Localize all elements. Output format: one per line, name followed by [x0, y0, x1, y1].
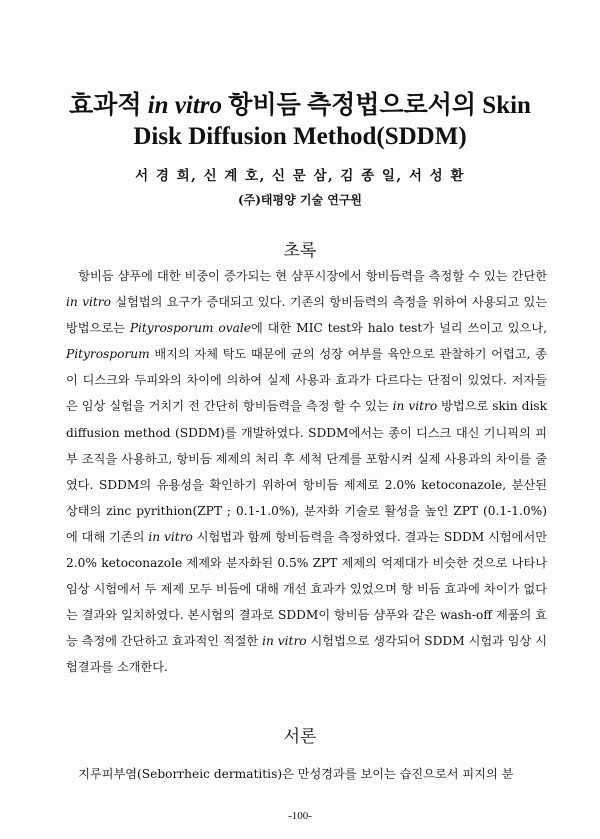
title-italic-term: in vitro — [147, 92, 223, 119]
author-list: 서 경 희, 신 계 호, 신 문 삼, 김 종 일, 서 성 환 — [135, 168, 465, 184]
abstract-italic-term: in vitro — [148, 529, 193, 544]
abstract-text: 시험법으로 생각되어 SDDM 시험과 임상 시험결과를 소개한다. — [66, 634, 548, 675]
paper-title-line-1 — [40, 90, 560, 122]
title-text-b: 항비듬 측정법으로서의 Skin — [222, 92, 531, 119]
abstract-text: 항비듬 샴푸에 대한 비중이 증가되는 현 샴푸시장에서 항비듬력을 측정할 수 있는 간단한 — [78, 269, 547, 283]
page-number: -100- — [288, 810, 312, 822]
abstract-italic-term: in vitro — [66, 295, 111, 310]
abstract-text: 방법으로 skin disk diffusion method (SDDM)를 개발하였다. SDDM에서는 종이 디스크 대신 기니픽의 피부 조직을 사용하고, 항비듬 제제의 처리 후 세척 단계를 포함시켜 실제 사용과의 차이를 줄였다. SDDM의 유용성을 확인하기 위하여 항비듬 제제로 2.0% ketoconazole, 분산된 상태의 zinc pyrithion(ZPT ; 0.1-1.0%), 분자화 기술로 활성을 높인 ZPT (0.1-1.0%)에 대해 기존의 — [66, 399, 547, 544]
introduction-heading: 서론 — [283, 727, 317, 747]
abstract-text: 에 대한 MIC test와 halo test가 널리 쓰이고 있으나, — [251, 321, 547, 336]
abstract-heading: 초록 — [283, 241, 317, 261]
abstract-body — [66, 263, 547, 681]
paper-title-line-2: Disk Diffusion Method(SDDM) — [133, 123, 467, 150]
introduction-text: 지루피부염(Seborrheic dermatitis)은 만성경과를 보이는 습진으로서 피지의 분 — [78, 767, 514, 781]
introduction-body — [66, 761, 547, 787]
title-text-a: 효과적 — [69, 92, 148, 119]
abstract-italic-term: Pityrosporum ovale — [129, 321, 252, 336]
abstract-text: 시험법과 함께 항비듬력을 측정하였다. 결과는 SDDM 시험에서만 2.0% ketoconazole 제제와 분자화된 0.5% ZPT 제제의 억제대가 비슷한 것으로 나타나 임상 시험에서 두 제제 모두 비듬에 대해 개선 효과가 있었으며 항 비듬 효과에 차이가 없다는 결과와 일치하였다. 본시험의 결과로 SDDM이 항비듬 샴푸와 같은 wash-off 제품의 효능 측정에 간단하고 효과적인 적절한 — [66, 529, 547, 649]
abstract-italic-term: in vitro — [262, 634, 307, 649]
affiliation: (주)태평양 기술 연구원 — [237, 193, 363, 207]
abstract-text: 실험법의 요구가 증대되고 있다. 기존의 항비듬력의 측정을 위하여 사용되고 있는 방법으로는 — [66, 295, 547, 336]
abstract-italic-term: Pityrosporum — [66, 347, 150, 362]
abstract-text: 배지의 자체 탁도 때문에 균의 성장 여부를 육안으로 관찰하기 어렵고, 종이 디스크와 두피와의 차이에 의하여 실제 사용과 효과가 다르다는 단점이 있었다. 저자들은 임상 실험을 거치기 전 간단히 항비듬력을 측정 할 수 있는 — [66, 347, 547, 414]
abstract-italic-term: in vitro — [392, 399, 438, 414]
